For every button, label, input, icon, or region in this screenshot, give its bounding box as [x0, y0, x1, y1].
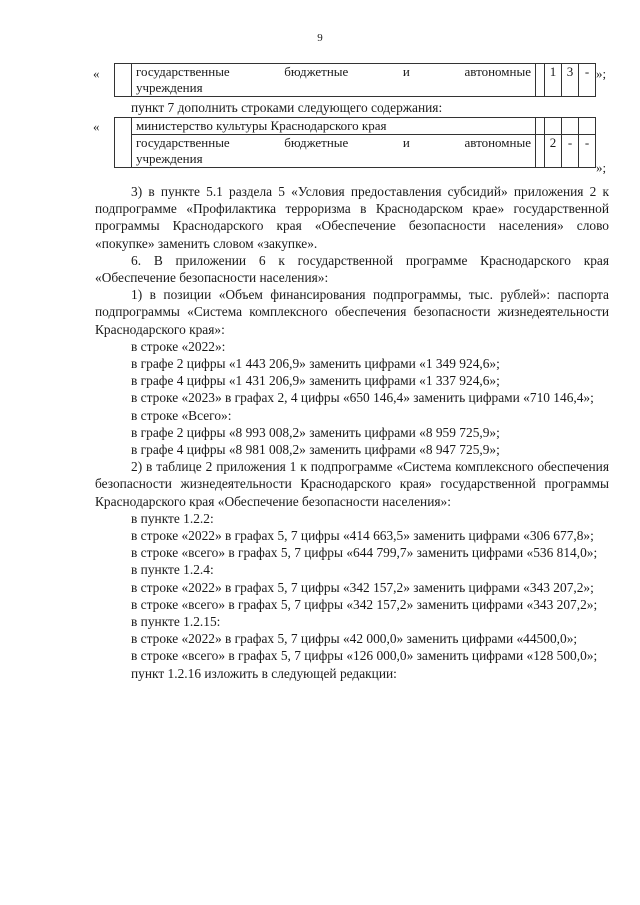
paragraph: в пункте 1.2.15: [131, 614, 221, 630]
table-cell-value: - [562, 135, 579, 168]
paragraph: в графе 2 цифры «1 443 206,9» заменить цифрами «1 349 924,6»; [131, 356, 500, 372]
table-cell-name [132, 64, 536, 97]
paragraph: в строке «2022» в графах 5, 7 цифры «414 663,5» заменить цифрами «306 677,8»; [131, 528, 594, 544]
table-fragment-1 [114, 63, 596, 97]
document-body [95, 183, 609, 682]
paragraph: в строке «2022» в графах 5, 7 цифры «42 000,0» заменить цифрами «44500,0»; [131, 631, 578, 647]
paragraph: пункт 1.2.16 изложить в следующей редакции: [131, 665, 397, 681]
table-cell-empty [579, 118, 596, 135]
table-cell-value: 3 [562, 64, 579, 97]
page-number: 9 [317, 32, 323, 44]
table-fragment-2 [114, 117, 596, 168]
table-cell-empty [115, 118, 132, 168]
table-cell-empty [545, 118, 562, 135]
paragraph: в строке «всего» в графах 5, 7 цифры «126 000,0» заменить цифрами «128 500,0»; [131, 648, 598, 664]
open-quote: « [93, 66, 100, 81]
table-cell-name [132, 135, 536, 168]
table-cell-value: - [579, 64, 596, 97]
table-cell-empty [115, 64, 132, 97]
close-quote: »; [596, 66, 607, 81]
table-cell-empty [562, 118, 579, 135]
paragraph: в строке «2022» в графах 5, 7 цифры «342 157,2» заменить цифрами «343 207,2»; [131, 579, 594, 595]
paragraph: в графе 4 цифры «8 981 008,2» заменить цифрами «8 947 725,9»; [131, 442, 500, 458]
paragraph: в строке «2023» в графах 2, 4 цифры «650 146,4» заменить цифрами «710 146,4»; [131, 390, 594, 406]
paragraph: 6. В приложении 6 к государственной программе Краснодарского края «Обеспечение безопасности населения»: [95, 252, 609, 286]
open-quote: « [93, 119, 100, 134]
cell-name-line1: государственные бюджетные и автономные [136, 64, 531, 79]
table-cell-empty [536, 118, 545, 135]
table-cell-empty [536, 135, 545, 168]
table-cell-value: 2 [545, 135, 562, 168]
paragraph: в пункте 1.2.2: [131, 510, 214, 526]
table-cell-value: 1 [545, 64, 562, 97]
paragraph: в строке «Всего»: [131, 407, 232, 423]
paragraph: в графе 4 цифры «1 431 206,9» заменить цифрами «1 337 924,6»; [131, 373, 500, 389]
paragraph: в строке «2022»: [131, 338, 226, 354]
cell-name-line2: учреждения [136, 151, 203, 166]
paragraph: в строке «всего» в графах 5, 7 цифры «644 799,7» заменить цифрами «536 814,0»; [131, 545, 598, 561]
intro-line: пункт 7 дополнить строками следующего содержания: [131, 100, 443, 115]
table-cell-empty [536, 64, 545, 97]
paragraph: 2) в таблице 2 приложения 1 к подпрограмме «Система комплексного обеспечения безопасности жизнедеятельности Краснодарского края» государственной программы Краснодарского края «Обеспечение безопасности населения»: [95, 459, 609, 509]
cell-name-line1: государственные бюджетные и автономные [136, 135, 531, 150]
paragraph: 1) в позиции «Объем финансирования подпрограммы, тыс. рублей»: паспорта подпрограммы «Система комплексного обеспечения безопасности жизнедеятельности Краснодарского края»: [95, 287, 609, 337]
table-cell-ministry: министерство культуры Краснодарского края [132, 118, 536, 135]
paragraph: в пункте 1.2.4: [131, 562, 214, 578]
close-quote: »; [596, 160, 607, 175]
table-cell-value: - [579, 135, 596, 168]
paragraph: в графе 2 цифры «8 993 008,2» заменить цифрами «8 959 725,9»; [131, 424, 500, 440]
paragraph: 3) в пункте 5.1 раздела 5 «Условия предоставления субсидий» приложения 2 к подпрограмме «Профилактика терроризма в Краснодарском крае» государственной программы Краснодарского края «Обеспечение безопасности населения» слово «покупке» заменить словом «закупке». [95, 184, 609, 251]
cell-name-line2: учреждения [136, 80, 203, 95]
paragraph: в строке «всего» в графах 5, 7 цифры «342 157,2» заменить цифрами «343 207,2»; [131, 596, 598, 612]
